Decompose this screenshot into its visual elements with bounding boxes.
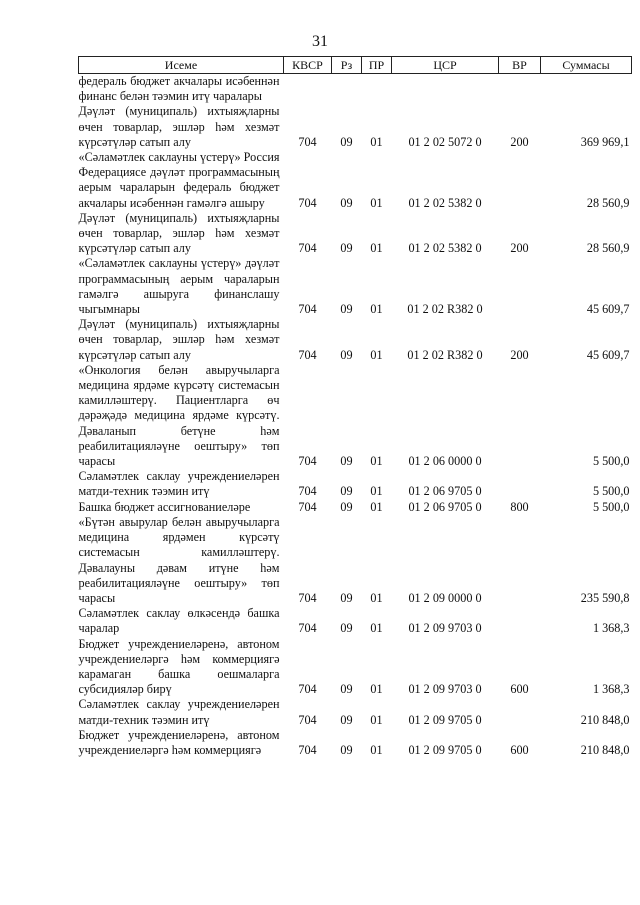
cell-pr: 01: [370, 347, 383, 362]
cell-rz: 09: [340, 682, 353, 697]
cell-kvsr: 704: [298, 241, 317, 256]
cell-pr: 01: [370, 454, 383, 469]
table-row: [79, 150, 632, 211]
cell-vr: [499, 150, 541, 211]
cell-sum: 369 969,1: [580, 134, 630, 149]
header-rz: Рз: [332, 57, 362, 74]
table-header-row: [79, 57, 632, 74]
page-number: 31: [312, 33, 328, 50]
table-row: [79, 104, 632, 150]
cell-vr: 600: [510, 682, 529, 697]
cell-vr: [499, 515, 541, 606]
cell-csr: 01 2 06 9705 0: [408, 499, 482, 514]
cell-pr: 01: [370, 712, 383, 727]
header-sum: Суммасы: [541, 57, 632, 74]
cell-sum: 1 368,3: [592, 682, 630, 697]
cell-name: Дәүләт (муниципаль) ихтыяҗларны өчен товарлар, эшләр һәм хезмәт күрсәтүләр сатып алу: [78, 104, 280, 149]
cell-csr: 01 2 02 5072 0: [408, 134, 482, 149]
cell-kvsr: 704: [298, 302, 317, 317]
cell-kvsr: 704: [298, 621, 317, 636]
cell-rz: 09: [340, 590, 353, 605]
cell-rz: 09: [340, 134, 353, 149]
cell-rz: 09: [340, 454, 353, 469]
cell-name: Бюджет учреждениеләренә, автоном учреждениеләргә һәм коммерциягә: [78, 727, 280, 757]
cell-csr: 01 2 09 0000 0: [408, 590, 482, 605]
cell-vr: [499, 74, 541, 105]
table-row: [79, 211, 632, 257]
cell-csr: 01 2 02 5382 0: [408, 241, 482, 256]
cell-pr: 01: [370, 621, 383, 636]
cell-csr: 01 2 02 R382 0: [407, 347, 483, 362]
cell-vr: [499, 697, 541, 727]
cell-sum: 235 590,8: [580, 590, 630, 605]
cell-vr: 200: [510, 241, 529, 256]
cell-rz: 09: [340, 241, 353, 256]
cell-rz: 09: [340, 712, 353, 727]
cell-csr: 01 2 02 5382 0: [408, 195, 482, 210]
cell-sum: 28 560,9: [586, 241, 630, 256]
table-row: [79, 74, 632, 105]
cell-vr: 200: [510, 347, 529, 362]
cell-rz: 09: [340, 499, 353, 514]
cell-kvsr: 704: [298, 712, 317, 727]
cell-sum: 28 560,9: [586, 195, 630, 210]
table-row: [79, 469, 632, 499]
cell-kvsr: 704: [298, 454, 317, 469]
cell-kvsr: 704: [298, 484, 317, 499]
cell-vr: [499, 606, 541, 636]
cell-sum: 45 609,7: [586, 302, 630, 317]
cell-rz: [332, 74, 362, 105]
cell-pr: 01: [370, 195, 383, 210]
table-row: [79, 697, 632, 727]
cell-kvsr: 704: [298, 195, 317, 210]
cell-sum: [541, 74, 632, 105]
cell-name: Сәламәтлек саклау учреждениеләрен матди-техник тәэмин итү: [78, 469, 280, 499]
cell-sum: 210 848,0: [580, 742, 630, 757]
cell-kvsr: 704: [298, 590, 317, 605]
cell-csr: 01 2 09 9705 0: [408, 742, 482, 757]
cell-name: Дәүләт (муниципаль) ихтыяҗларны өчен товарлар, эшләр һәм хезмәт күрсәтүләр сатып алу: [78, 317, 280, 362]
header-pr: ПР: [362, 57, 392, 74]
cell-sum: 5 500,0: [592, 484, 630, 499]
table-row: [79, 606, 632, 636]
cell-pr: 01: [370, 241, 383, 256]
cell-name: «Онкология белән авыручыларга медицина ярдәме күрсәтү системасын камилләштерү. Пациентларга өч дәрәҗәдә медицина ярдәме күрсәтү. Дәваланып бетүне һәм реабилитацияләүне оештыру» төп чарасы: [78, 362, 280, 469]
cell-kvsr: 704: [298, 742, 317, 757]
cell-kvsr: 704: [298, 499, 317, 514]
cell-csr: 01 2 06 0000 0: [408, 454, 482, 469]
cell-name: «Сәламәтлек саклауны үстерү» дәүләт программасының аерым чараларын гамәлгә ашыруга финанслашу чыгымнары: [78, 256, 280, 317]
cell-sum: 5 500,0: [592, 499, 630, 514]
cell-csr: [392, 74, 499, 105]
cell-csr: 01 2 02 R382 0: [407, 302, 483, 317]
cell-rz: 09: [340, 742, 353, 757]
cell-kvsr: 704: [298, 682, 317, 697]
cell-rz: 09: [340, 302, 353, 317]
cell-kvsr: 704: [298, 347, 317, 362]
cell-name: «Бүтән авырулар белән авыручыларга медицина ярдәмен күрсәтү системасын камилләштерү. Дәвалауны дәвам итүне һәм реабилитацияләүне оештыру» төп чарасы: [78, 514, 280, 605]
cell-sum: 210 848,0: [580, 712, 630, 727]
cell-pr: 01: [370, 484, 383, 499]
header-csr: ЦСР: [392, 57, 499, 74]
header-name: Исеме: [79, 57, 284, 74]
cell-kvsr: [284, 74, 332, 105]
header-kvsr: КВСР: [284, 57, 332, 74]
cell-pr: 01: [370, 499, 383, 514]
cell-sum: 45 609,7: [586, 347, 630, 362]
cell-pr: 01: [370, 590, 383, 605]
cell-vr: 200: [510, 134, 529, 149]
table-body: [79, 74, 632, 759]
cell-name: Сәламәтлек саклау учреждениеләрен матди-техник тәэмин итү: [78, 697, 280, 727]
cell-name: Сәламәтлек саклау өлкәсендә башка чаралар: [78, 606, 280, 636]
cell-rz: 09: [340, 347, 353, 362]
cell-vr: [499, 469, 541, 499]
table-row: [79, 256, 632, 317]
cell-csr: 01 2 09 9703 0: [408, 621, 482, 636]
cell-name: «Сәламәтлек саклауны үстерү» Россия Федерациясе дәүләт программасының аерым чараларын федераль бюджет акчалары исәбеннән гамәлгә ашыру: [78, 150, 280, 210]
cell-sum: 1 368,3: [592, 621, 630, 636]
cell-pr: 01: [370, 134, 383, 149]
cell-name: Башка бюджет ассигнованиеләре: [78, 499, 251, 514]
cell-pr: 01: [370, 682, 383, 697]
table-row: [79, 363, 632, 469]
cell-vr: 600: [510, 742, 529, 757]
cell-vr: 800: [510, 499, 529, 514]
cell-name: федераль бюджет акчалары исәбеннән финанс белән тәэмин итү чаралары: [78, 74, 280, 104]
cell-csr: 01 2 09 9703 0: [408, 682, 482, 697]
cell-pr: 01: [370, 742, 383, 757]
table-row: [79, 728, 632, 758]
table-row: [79, 515, 632, 606]
cell-pr: [362, 74, 392, 105]
cell-vr: [499, 363, 541, 469]
cell-rz: 09: [340, 484, 353, 499]
table-row: [79, 317, 632, 363]
cell-csr: 01 2 09 9705 0: [408, 712, 482, 727]
header-vr: ВР: [499, 57, 541, 74]
table-row: [79, 637, 632, 698]
cell-rz: 09: [340, 195, 353, 210]
table-row: [79, 500, 632, 515]
budget-table: [78, 56, 632, 758]
cell-csr: 01 2 06 9705 0: [408, 484, 482, 499]
cell-vr: [499, 256, 541, 317]
cell-name: Бюджет учреждениеләренә, автоном учреждениеләргә һәм коммерциягә карамаган башка оешмаларга субсидияләр бирү: [78, 636, 280, 697]
cell-pr: 01: [370, 302, 383, 317]
cell-rz: 09: [340, 621, 353, 636]
cell-name: Дәүләт (муниципаль) ихтыяҗларны өчен товарлар, эшләр һәм хезмәт күрсәтүләр сатып алу: [78, 210, 280, 256]
cell-sum: 5 500,0: [592, 454, 630, 469]
cell-kvsr: 704: [298, 134, 317, 149]
